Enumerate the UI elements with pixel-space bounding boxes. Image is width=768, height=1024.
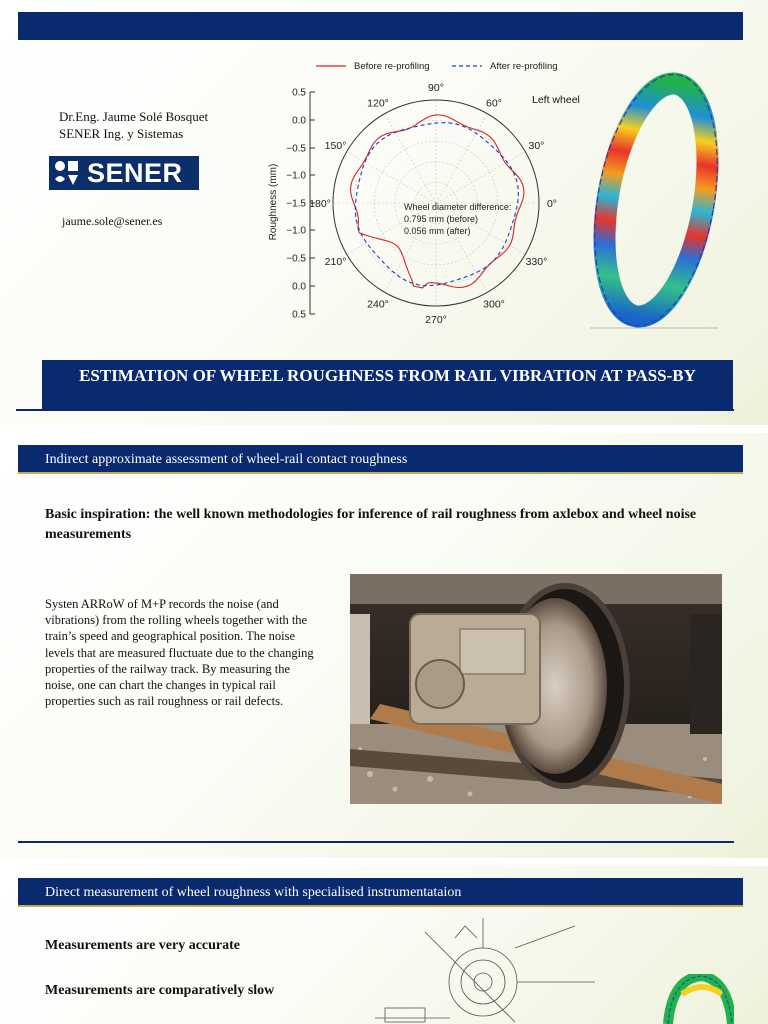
angle-label: 90° <box>428 82 444 94</box>
angle-label: 210° <box>324 256 347 268</box>
accuracy-point: Measurements are very accurate <box>45 938 241 953</box>
indirect-assessment-slide <box>0 433 768 858</box>
title-slide <box>0 0 768 425</box>
slide-title: ESTIMATION OF WHEEL ROUGHNESS FROM RAIL VIBRATION AT PASS-BY <box>42 360 733 410</box>
speed-point: Measurements are comparatively slow <box>45 983 275 998</box>
polar-roughness-chart <box>262 52 602 342</box>
angle-label: 300° <box>483 298 505 311</box>
angle-label: 60° <box>486 97 502 110</box>
arrow-system-paragraph: Systen ARRoW of M+P records the noise (and vibrations) from the rolling wheels together with the train’s speed and geographical position. The noise levels that are measured fluctuate due to the changing properties of the railway track. By measuring the noise, one can chart the changes in typical rail properties such as rail roughness or rail defects. <box>45 597 314 709</box>
annotation-line-3: 0.056 mm (after) <box>404 226 471 236</box>
y-axis-label: Roughness (mm) <box>268 163 279 241</box>
radial-tick-label: 0.5 <box>292 87 306 99</box>
angle-label: 120° <box>367 97 389 110</box>
train-wheel-photo <box>350 574 722 804</box>
radial-tick-label: 0.0 <box>292 281 306 293</box>
author-name: Dr.Eng. Jaume Solé Bosquet <box>59 109 209 124</box>
radial-tick-label: 0.5 <box>292 309 306 321</box>
angle-label: 270° <box>425 314 447 326</box>
angle-label: 150° <box>324 140 347 152</box>
angle-label: 30° <box>528 140 545 152</box>
section-divider <box>18 841 734 843</box>
radial-tick-label: −1.0 <box>286 225 306 237</box>
legend-after-label: After re-profiling <box>490 61 558 72</box>
left-wheel-label: Left wheel <box>532 94 580 106</box>
grid-spoke <box>347 152 436 204</box>
angle-label: 240° <box>367 298 389 311</box>
grid-spoke <box>436 152 525 204</box>
title-underline <box>16 409 734 411</box>
sener-emblem-icon <box>53 159 81 187</box>
author-organization: SENER Ing. y Sistemas <box>59 126 184 141</box>
section-heading-direct: Direct measurement of wheel roughness with specialised instrumentataion <box>18 878 743 907</box>
angle-label: 330° <box>525 256 548 268</box>
instrumentation-sketch <box>365 918 610 1024</box>
logo-wordmark: SENER <box>87 158 183 188</box>
sener-logo <box>49 156 199 190</box>
angle-label: 180° <box>309 198 331 210</box>
annotation-line-2: 0.795 mm (before) <box>404 214 479 224</box>
author-block <box>59 108 208 142</box>
direct-measurement-slide <box>0 866 768 1024</box>
radial-tick-label: −0.5 <box>286 253 306 265</box>
top-banner <box>18 12 743 40</box>
annotation-line-1: Wheel diameter difference: <box>404 202 512 212</box>
radial-tick-label: −0.5 <box>286 143 306 155</box>
radial-tick-label: 0.0 <box>292 115 306 127</box>
angle-label: 0° <box>546 198 558 210</box>
legend-before-label: Before re-profiling <box>354 61 430 72</box>
wheel-roughness-3d-image <box>590 70 720 332</box>
radial-tick-label: −1.0 <box>286 170 306 182</box>
radial-tick-label: −1.5 <box>286 198 306 210</box>
section-heading-indirect: Indirect approximate assessment of wheel-rail contact roughness <box>18 445 743 474</box>
inspiration-text: Basic inspiration: the well known methodologies for inference of rail roughness from axlebox and wheel noise measurements <box>45 507 697 542</box>
grid-spoke <box>385 114 437 203</box>
author-email[interactable]: jaume.sole@sener.es <box>62 214 163 228</box>
grid-spoke <box>436 114 488 203</box>
wheel-roughness-3d-thumbnail <box>662 974 734 1024</box>
